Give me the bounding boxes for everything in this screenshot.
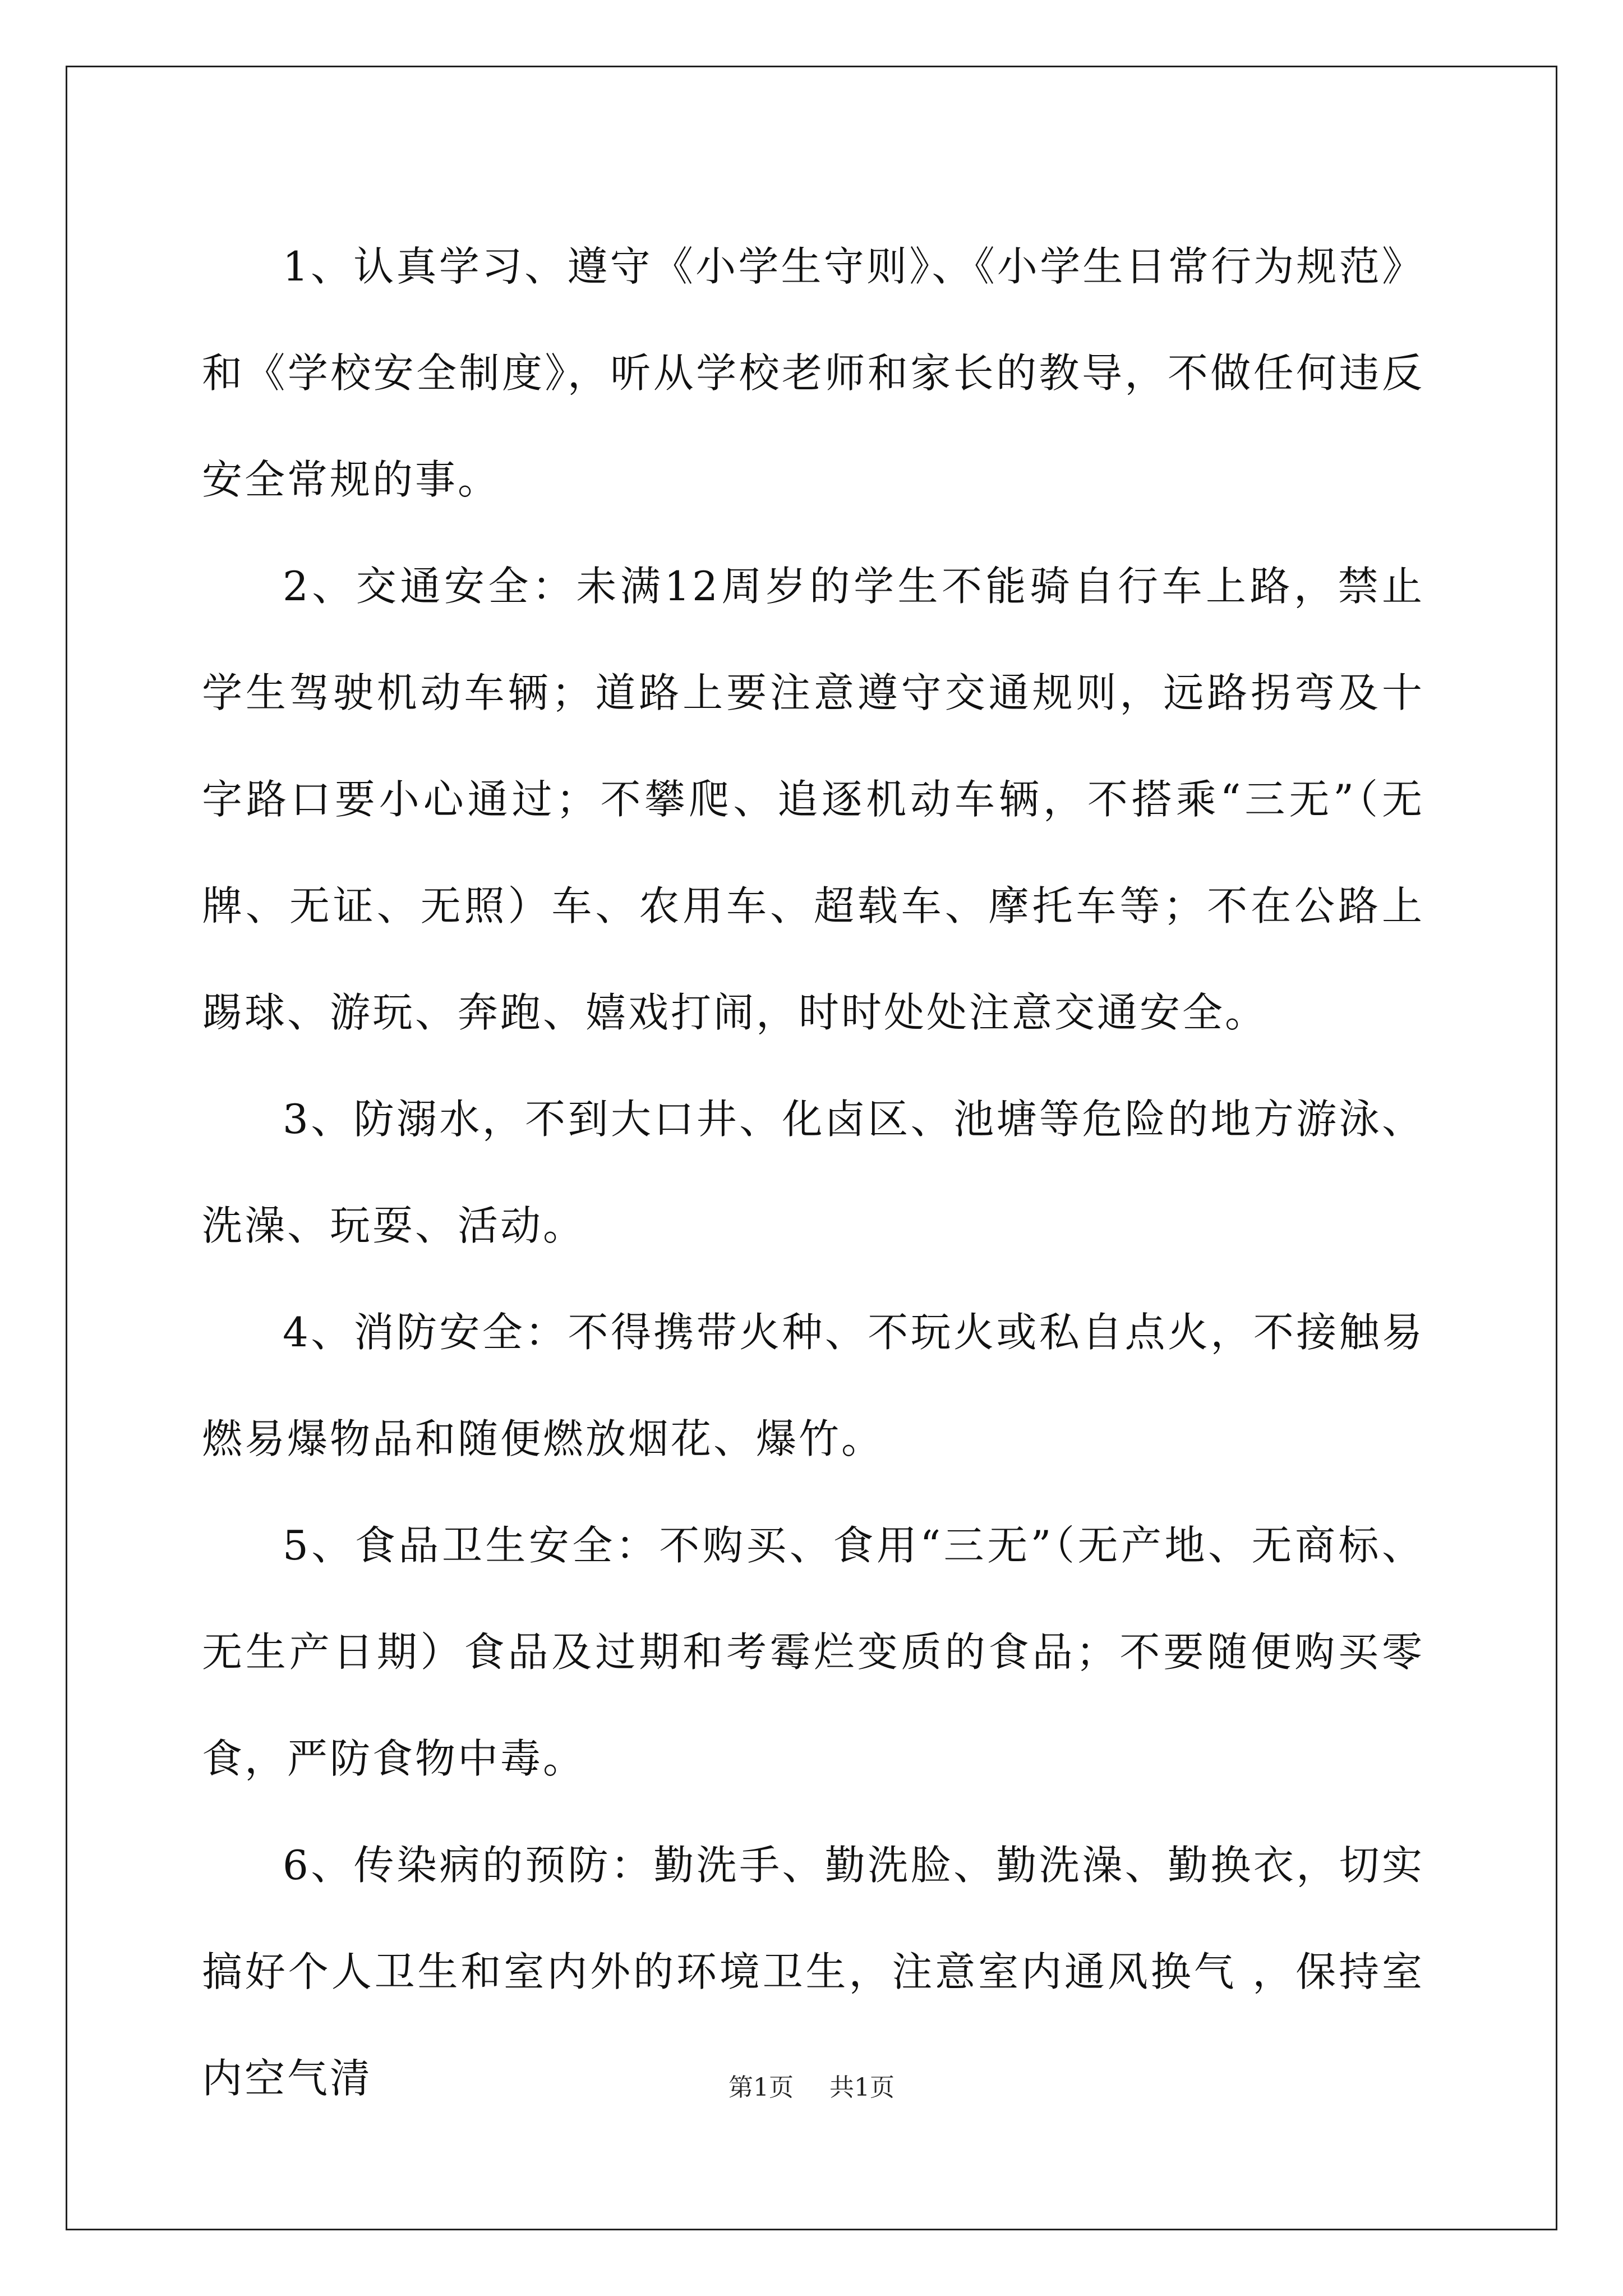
paragraph-1: 1、认真学习、遵守《小学生守则》、《小学生日常行为规范》和《学校安全制度》，听从学校老师和家长的教导，不做任何违反安全常规的事。 — [202, 243, 1424, 503]
paragraph-3: 3、防溺水，不到大口井、化卤区、池塘等危险的地方游泳、洗澡、玩耍、活动。 — [202, 1096, 1424, 1249]
paragraph-4: 4、消防安全：不得携带火种、不玩火或私自点火，不接触易燃易爆物品和随便燃放烟花、爆竹。 — [202, 1309, 1424, 1462]
page-number-current: 第1页 — [728, 2073, 794, 2102]
page-footer — [0, 2071, 1623, 2105]
paragraph-2: 2、交通安全：未满12周岁的学生不能骑自行车上路，禁止学生驾驶机动车辆；道路上要注意遵守交通规则，远路拐弯及十字路口要小心通过；不攀爬、追逐机动车辆，不搭乘“三无”（无牌、无证、无照）车、农用车、超载车、摩托车等；不在公路上踢球、游玩、奔跑、嬉戏打闹，时时处处注意交通安全。 — [202, 563, 1424, 1036]
paragraph-6: 6、传染病的预防：勤洗手、勤洗脸、勤洗澡、勤换衣，切实搞好个人卫生和室内外的环境卫生，注意室内通风换气 ，保持室内空气清 — [202, 1842, 1424, 2102]
document-body — [202, 213, 1424, 2132]
page-number-total: 共1页 — [829, 2073, 895, 2102]
paragraph-5: 5、食品卫生安全：不购买、食用“三无”（无产地、无商标、无生产日期）食品及过期和考霉烂变质的食品；不要随便购买零食，严防食物中毒。 — [202, 1522, 1424, 1782]
